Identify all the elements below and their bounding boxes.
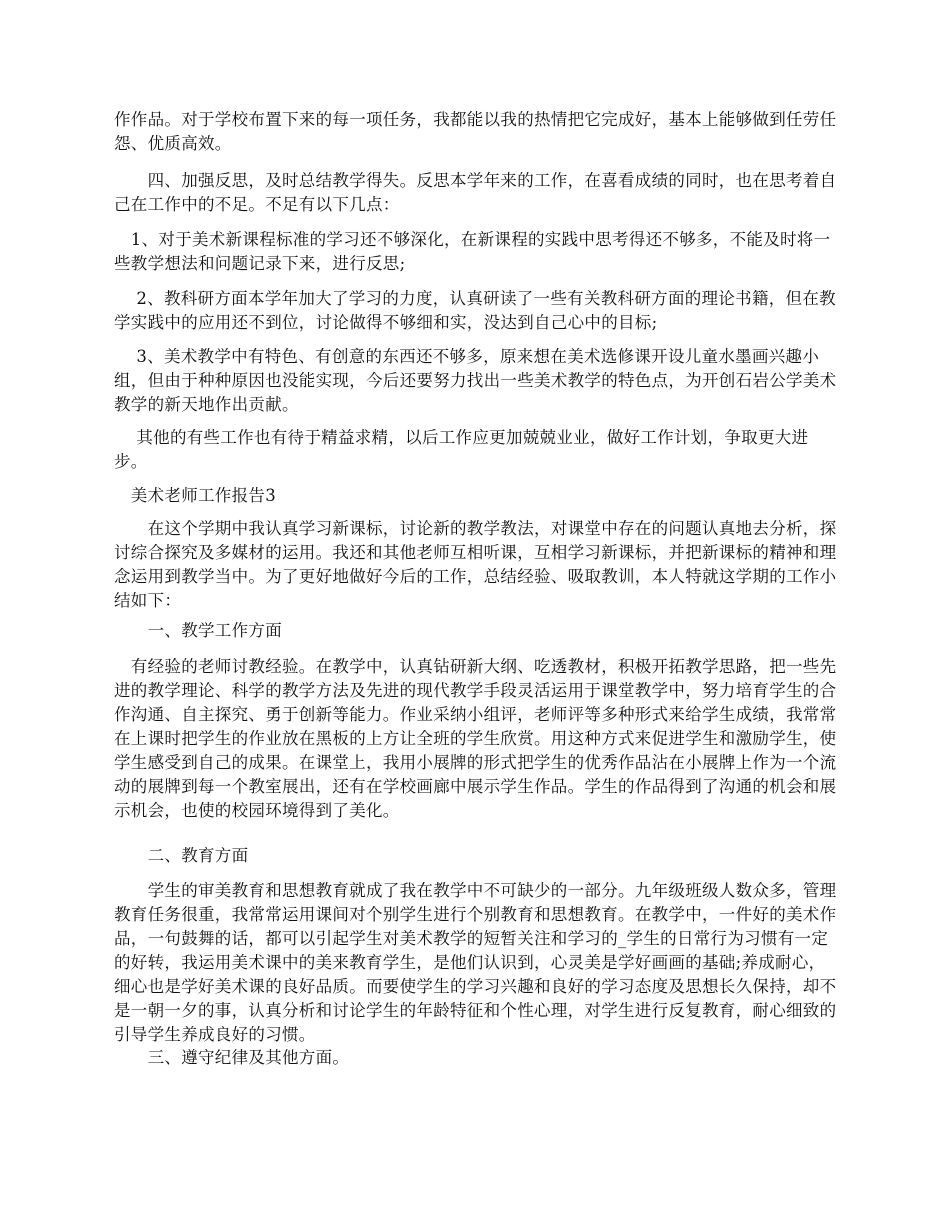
paragraph-reflection: 四、加强反思，及时总结教学得失。反思本学年来的工作，在喜看成绩的同时，也在思考着自己在工作中的不足。不足有以下几点：	[114, 171, 837, 214]
paragraph-shortcoming-3: 3、美术教学中有特色、有创意的东西还不够多，原来想在美术选修课开设儿童水墨画兴趣小组，但由于种种原因也没能实现，今后还要努力找出一些美术教学的特色点，为开创石岩公学美术教学的新天地作出贡献。	[114, 347, 837, 414]
section-title-report-3: 美术老师工作报告3	[114, 486, 276, 505]
paragraph-shortcoming-1: 1、对于美术新课程标准的学习还不够深化，在新课程的实践中思考得还不够多，不能及时将一些教学想法和问题记录下来，进行反思;	[114, 230, 831, 273]
paragraph-shortcoming-2: 2、教科研方面本学年加大了学习的力度，认真研读了一些有关教科研方面的理论书籍，但在教学实践中的应用还不到位，讨论做得不够细和实，没达到自己心中的目标;	[114, 289, 836, 332]
heading-teaching-work: 一、教学工作方面	[114, 621, 282, 640]
heading-discipline: 三、遵守纪律及其他方面。	[114, 1048, 350, 1067]
paragraph-semester-summary: 在这个学期中我认真学习新课标，讨论新的教学教法，对课堂中存在的问题认真地去分析，探讨综合探究及多媒材的运用。我还和其他老师互相听课，互相学习新课标，并把新课标的精神和理念运用到教学当中。为了更好地做好今后的工作，总结经验、吸取教训，本人特就这学期的工作小结如下：	[114, 519, 837, 610]
paragraph-intro-continuation: 作作品。对于学校布置下来的每一项任务，我都能以我的热情把它完成好，基本上能够做到任劳任怨、优质高效。	[114, 110, 837, 153]
paragraph-education: 学生的审美教育和思想教育就成了我在教学中不可缺少的一部分。九年级班级人数众多，管理教育任务很重，我常常运用课间对个别学生进行个别教育和思想教育。在教学中，一件好的美术作品，一句鼓舞的话，都可以引起学生对美术教学的短暂关注和学习的_学生的日常行为习惯有一定的好转，我运用美术课中的美来教育学生，是他们认识到，心灵美是学好画画的基础;养成耐心，细心也是学好美术课的良好品质。而要使学生的学习兴趣和良好的学习态度及思想长久保持，却不是一朝一夕的事，认真分析和讨论学生的年龄特征和个性心理，对学生进行反复教育，耐心细致的引导学生养成良好的习惯。	[114, 881, 837, 1044]
paragraph-teaching-work: 有经验的老师讨教经验。在教学中，认真钻研新大纲、吃透教材，积极开拓教学思路，把一些先进的教学理论、科学的教学方法及先进的现代教学手段灵活运用于课堂教学中，努力培育学生的合作沟通、自主探究、勇于创新等能力。作业采纳小组评，老师评等多种形式来给学生成绩，我常常在上课时把学生的作业放在黑板的上方让全班的学生欣赏。用这种方式来促进学生和激励学生，使学生感受到自己的成果。在课堂上，我用小展牌的形式把学生的优秀作品沾在小展牌上作为一个流动的展牌到每一个教室展出，还有在学校画廊中展示学生作品。学生的作品得到了沟通的机会和展示机会，也使的校园环境得到了美化。	[114, 657, 837, 820]
heading-education: 二、教育方面	[114, 846, 249, 865]
paragraph-other-work: 其他的有些工作也有待于精益求精，以后工作应更加兢兢业业，做好工作计划，争取更大进步。	[114, 428, 809, 471]
